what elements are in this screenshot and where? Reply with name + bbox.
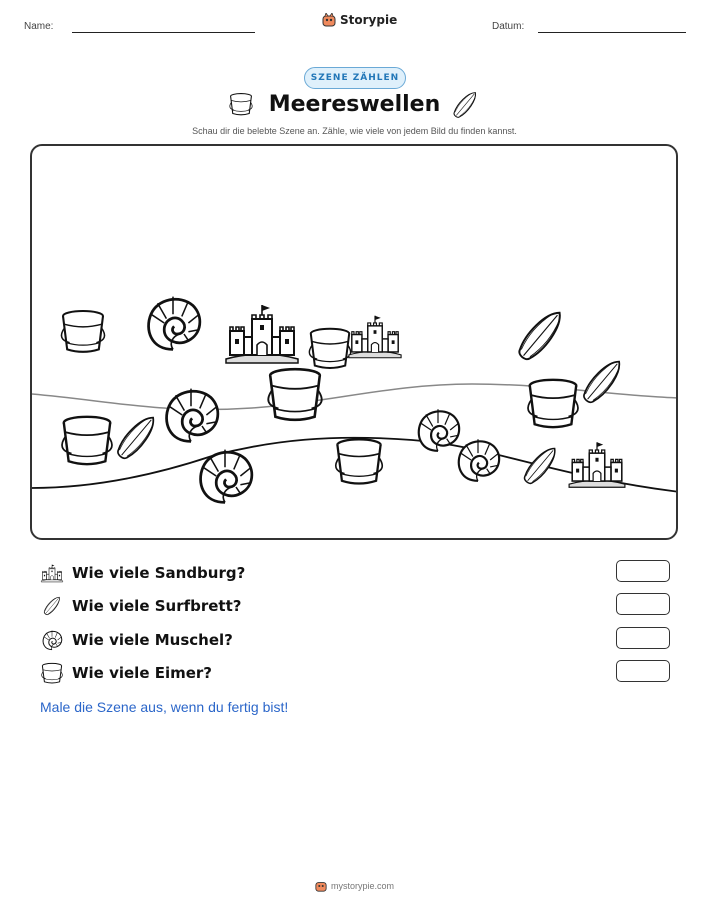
shell <box>167 389 218 442</box>
bucket <box>61 311 104 352</box>
date-field[interactable] <box>538 32 686 33</box>
brand-name: Storypie <box>340 13 398 27</box>
bucket <box>336 439 383 483</box>
bucket <box>528 380 578 427</box>
question-row-sandcastle <box>40 560 680 586</box>
storypie-logo-icon <box>315 880 327 892</box>
counting-scene <box>30 144 678 540</box>
bucket <box>309 329 350 368</box>
name-field[interactable] <box>72 32 255 33</box>
wave-line-upper <box>32 384 678 410</box>
question-row-shell <box>40 627 680 653</box>
brand-logo <box>322 13 397 27</box>
question-row-surfboard <box>40 593 680 619</box>
surfboard-icon <box>40 594 64 618</box>
bucket-icon <box>40 661 64 685</box>
sandcastle-icon <box>40 562 64 584</box>
question-label: Wie viele Muschel? <box>72 631 233 649</box>
storypie-logo-icon <box>322 13 336 27</box>
question-row-bucket <box>40 660 680 686</box>
answer-box-bucket[interactable] <box>616 660 670 682</box>
answer-box-shell[interactable] <box>616 627 670 649</box>
name-label: Name: <box>24 21 54 32</box>
coloring-note: Male die Szene aus, wenn du fertig bist! <box>40 699 289 715</box>
page-title: Meereswellen <box>268 92 441 117</box>
instructions: Schau dir die belebte Szene an. Zähle, wie viele von jedem Bild du finden kannst. <box>192 126 517 136</box>
shell-icon <box>40 628 64 652</box>
question-label: Wie viele Surfbrett? <box>72 597 242 615</box>
date-label: Datum: <box>492 21 525 32</box>
bucket <box>268 369 321 420</box>
surfboard <box>114 412 160 462</box>
question-label: Wie viele Sandburg? <box>72 564 246 582</box>
surfboard <box>580 356 626 406</box>
sandcastle <box>226 305 298 363</box>
question-label: Wie viele Eimer? <box>72 664 213 682</box>
shell <box>459 439 499 481</box>
answer-box-surfboard[interactable] <box>616 593 670 615</box>
sandcastle <box>349 316 401 358</box>
surfboard <box>514 306 567 363</box>
activity-badge: SZENE ZÄHLEN <box>304 67 406 89</box>
bucket <box>62 417 112 464</box>
footer-url[interactable]: mystorypie.com <box>330 881 394 891</box>
sandcastle <box>569 442 625 487</box>
answer-box-sandcastle[interactable] <box>616 560 670 582</box>
footer <box>0 880 709 892</box>
shell <box>149 297 200 350</box>
surfboard <box>521 444 561 487</box>
